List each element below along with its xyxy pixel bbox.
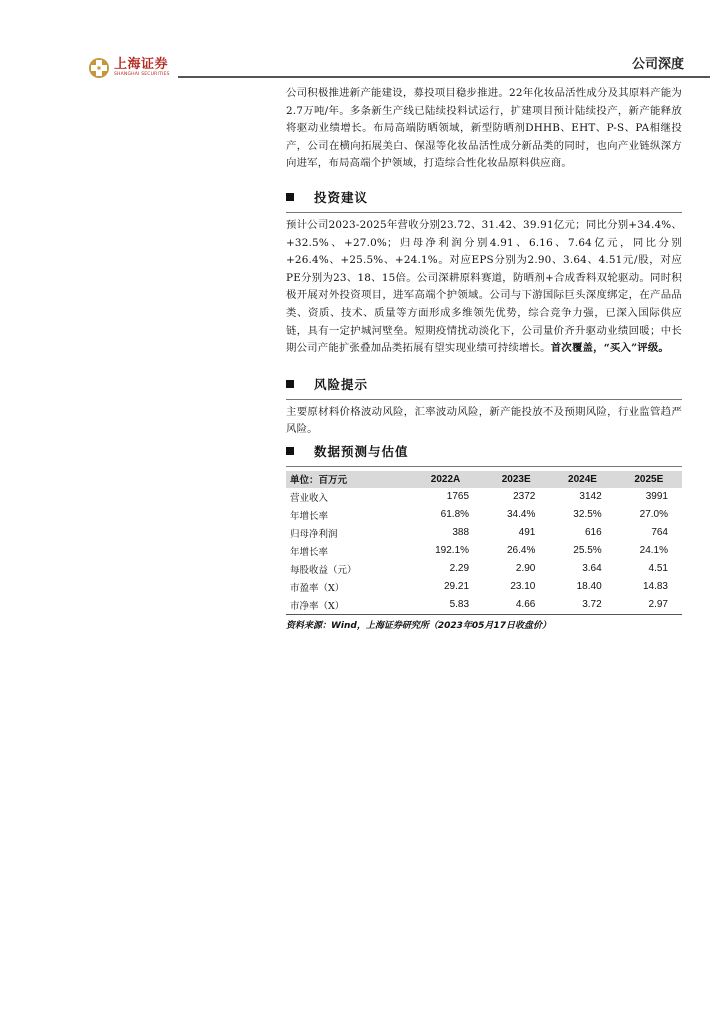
table-cell: 2.97 [616, 596, 682, 615]
section-divider [286, 212, 682, 213]
table-cell: 14.83 [642, 581, 668, 593]
table-header-2024e: 2024E [549, 471, 615, 488]
risk-paragraph: 主要原材料价格波动风险，汇率波动风险，新产能投放不及预期风险，行业监管趋严风险。 [286, 405, 682, 436]
table-cell: 764 [651, 527, 668, 539]
table-cell: 3.72 [549, 596, 615, 615]
table-cell: 4.66 [483, 596, 549, 615]
table-header-unit: 单位：百万元 [286, 471, 408, 488]
section-divider [286, 466, 682, 467]
table-cell: 616 [584, 527, 602, 539]
table-cell: 3991 [645, 491, 668, 503]
table-cell: 1765 [446, 491, 470, 503]
section-bullet-icon [286, 447, 294, 455]
invest-body: 预计公司2023-2025年营收分别23.72、31.42、39.91亿元；同比分别+34.4%、+32.5%、+27.0%；归母净利润分别4.91、6.16、7.64亿元，同比分别+26.4%、+25.5%、+24.1%。对应EPS分别为2.90、3.64、4.51元/股，对应PE分别为23、18、15倍。公司深耕原料赛道，防晒剂+合成香料双轮驱动。同时积极开展对外投资项目，进军高端个护领域。公司与下游国际巨头深度绑定，在产品品类、资质、技术、质量等方面形成多维领先优势，综合竞争力强，已深入国际供应链，具有一定护城河壁垒。短期疫情扰动淡化下，公司量价齐升驱动业绩回暖；中长期公司产能扩张叠加品类拓展有望实现业绩可持续增长。 [286, 218, 682, 355]
forecast-table [286, 471, 682, 615]
risk-section-heading [286, 375, 682, 393]
table-row [286, 488, 682, 506]
table-cell: 192.1% [435, 545, 470, 557]
header-divider [178, 76, 710, 78]
capacity-paragraph: 公司积极推进新产能建设，募投项目稳步推进。22年化妆品活性成分及其原料产能为2.7万吨/年。多条新生产线已陆续投料试运行，扩建项目预计陆续投产，新产能释放将驱动业绩增长。布局高端防晒领域，新型防晒剂DHHB、EHT、P-S、PA相继投产，公司在横向拓展美白、保湿等化妆品活性成分新品类的同时，也向产业链纵深方向进军，布局高端个护领域，打造综合性化妆品原料供应商。 [286, 87, 682, 170]
table-cell: 5.83 [408, 596, 483, 615]
table-row [286, 560, 682, 578]
logo-text-en: SHANGHAI SECURITIES [114, 72, 170, 78]
row-label: 市净率（X） [286, 596, 408, 615]
table-row [286, 506, 682, 524]
table-header-row [286, 471, 682, 488]
report-type-title: 公司深度 [631, 57, 684, 72]
row-label: 每股收益（元） [290, 564, 357, 576]
logo-mark-icon [88, 57, 110, 79]
page-header [0, 0, 724, 80]
table-header-2023e: 2023E [483, 471, 549, 488]
section-bullet-icon [286, 380, 294, 388]
row-label: 年增长率 [290, 510, 329, 522]
table-cell: 18.40 [576, 581, 602, 593]
forecast-section-heading [286, 442, 682, 460]
logo-text-cn: 上海证券 [114, 57, 169, 73]
invest-paragraph [286, 217, 682, 358]
table-cell: 29.21 [444, 581, 470, 593]
row-label: 归母净利润 [290, 528, 338, 540]
table-header-2025e: 2025E [616, 471, 682, 488]
row-label: 营业收入 [290, 492, 329, 504]
table-cell: 24.1% [639, 545, 668, 557]
rating-conclusion: 首次覆盖，“买入”评级。 [550, 342, 670, 355]
table-cell: 27.0% [639, 509, 668, 521]
data-source-note: 资料来源：Wind，上海证券研究所（2023年05月17日收盘价） [286, 620, 551, 631]
table-cell: 3142 [579, 491, 602, 503]
table-cell: 26.4% [506, 545, 536, 557]
table-row [286, 542, 682, 560]
table-cell: 2.29 [449, 563, 470, 575]
table-cell: 2372 [513, 491, 536, 503]
forecast-heading: 数据预测与估值 [314, 443, 409, 459]
table-header-2022a: 2022A [408, 471, 483, 488]
section-bullet-icon [286, 193, 294, 201]
table-cell: 61.8% [440, 509, 470, 521]
row-label: 年增长率 [290, 546, 329, 558]
table-cell: 3.64 [582, 563, 602, 575]
table-cell: 32.5% [573, 509, 602, 521]
table-cell: 491 [518, 527, 536, 539]
table-cell: 23.10 [510, 581, 536, 593]
invest-section-heading [286, 188, 682, 206]
main-content [286, 85, 682, 631]
table-cell: 34.4% [506, 509, 536, 521]
section-divider [286, 399, 682, 400]
table-row [286, 524, 682, 542]
table-cell: 388 [452, 527, 470, 539]
company-logo [88, 57, 170, 79]
invest-heading: 投资建议 [314, 189, 369, 205]
risk-heading: 风险提示 [314, 376, 369, 392]
table-cell: 4.51 [648, 563, 668, 575]
table-cell: 25.5% [573, 545, 602, 557]
table-cell: 2.90 [515, 563, 536, 575]
row-label: 市盈率（X） [290, 582, 345, 594]
table-row [286, 596, 682, 615]
table-row [286, 578, 682, 596]
